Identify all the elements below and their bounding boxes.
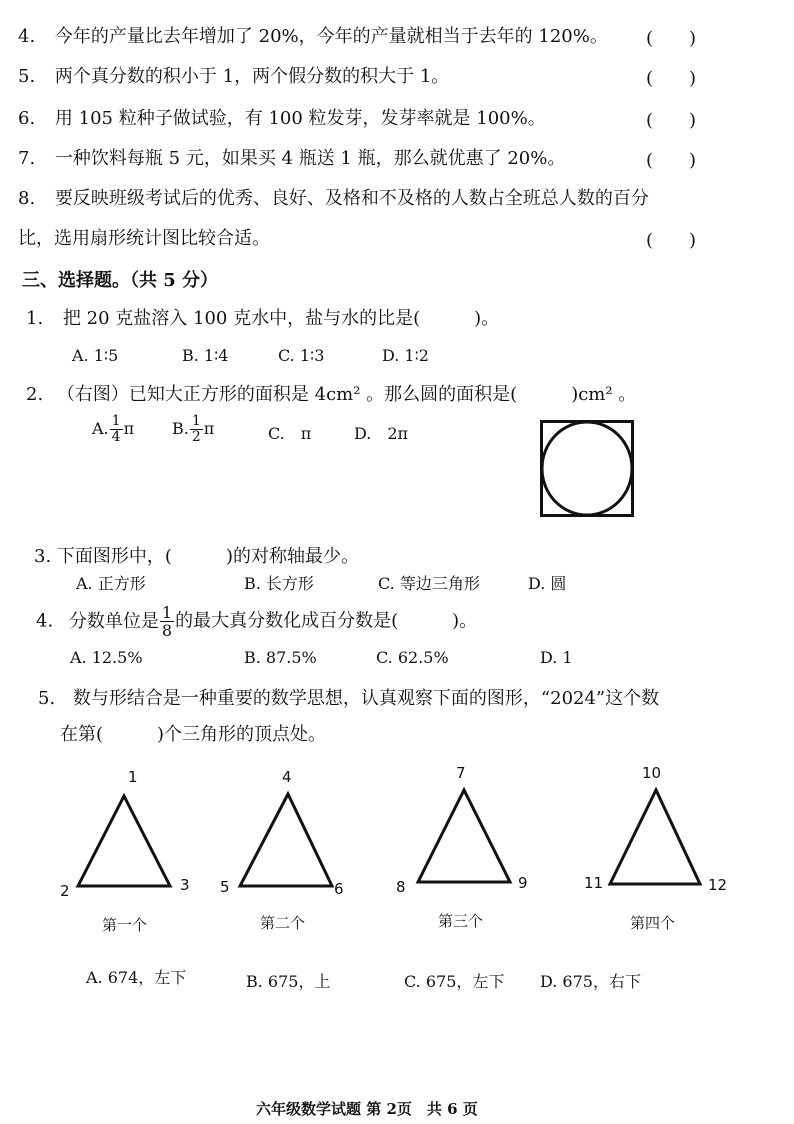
triangle-shape [608, 788, 702, 886]
question-number: 5. [18, 66, 36, 87]
option-b[interactable]: B. 87.5% [244, 648, 317, 667]
question-text: 一种饮料每瓶 5 元，如果买 4 瓶送 1 瓶，那么就优惠了 20%。 [54, 148, 566, 169]
triangle-caption: 第一个 [102, 916, 148, 934]
triangle-caption: 第二个 [260, 914, 306, 932]
choice-question-4 [36, 604, 477, 639]
question-number: 4. [36, 610, 54, 632]
vertex-number-top: 1 [128, 768, 138, 786]
option-d[interactable]: D. 675，右下 [540, 972, 641, 991]
option-a[interactable]: A. 12.5% [70, 648, 143, 667]
section-heading: 三、选择题。（共 5 分） [22, 270, 219, 291]
triangle-caption: 第三个 [438, 912, 484, 930]
vertex-number-top: 7 [456, 764, 466, 782]
pi-symbol: π [203, 419, 215, 438]
question-text: 今年的产量比去年增加了 20%，今年的产量就相当于去年的 120%。 [54, 26, 608, 47]
choice-question-3 [34, 544, 359, 570]
question-number: 1. [26, 308, 44, 329]
answer-paren-7[interactable]: ( ) [646, 150, 697, 171]
answer-paren-8[interactable]: ( ) [646, 230, 697, 251]
vertex-number-top: 4 [282, 768, 292, 786]
question-number: 5. [38, 688, 56, 709]
option-d[interactable]: D. 1 [540, 648, 573, 667]
judgement-item-4 [18, 24, 608, 50]
triangle-shape [416, 788, 512, 884]
vertex-number-top: 10 [642, 764, 662, 782]
fraction [190, 414, 203, 445]
option-a[interactable] [92, 414, 134, 445]
answer-paren-5[interactable]: ( ) [646, 68, 697, 89]
option-c[interactable]: C. 1∶3 [278, 346, 325, 365]
circle-shape [542, 422, 632, 515]
vertex-number-right: 9 [518, 874, 528, 892]
fraction [160, 604, 174, 639]
question-text: （右图）已知大正方形的面积是 4cm² 。那么圆的面积是( )cm² 。 [56, 384, 637, 405]
option-c[interactable]: C. 等边三角形 [378, 574, 480, 593]
question-text: 数与形结合是一种重要的数学思想，认真观察下面的图形，“2024”这个数 [72, 688, 660, 709]
judgement-item-7 [18, 146, 565, 172]
square-circle-figure [540, 420, 635, 518]
question-number: 8. [18, 188, 36, 209]
option-a[interactable]: A. 正方形 [76, 574, 146, 593]
option-c[interactable]: C. 675，左下 [404, 972, 505, 991]
choice-question-2 [26, 382, 636, 408]
choice-question-5-line2: 在第( )个三角形的顶点处。 [60, 724, 327, 745]
vertex-number-right: 3 [180, 876, 190, 894]
option-letter: A. [92, 419, 109, 438]
option-d[interactable]: D. 1∶2 [382, 346, 429, 365]
option-b[interactable]: B. 1∶4 [182, 346, 229, 365]
option-c[interactable]: C. π [268, 424, 312, 443]
judgement-item-8 [18, 186, 649, 212]
triangle-shape [238, 792, 334, 888]
judgement-item-5 [18, 64, 449, 90]
option-b[interactable]: B. 675，上 [246, 972, 331, 991]
question-text: 分数单位是 [68, 610, 159, 632]
fraction [110, 414, 123, 445]
question-number: 3. [34, 546, 52, 567]
denominator: 2 [191, 429, 201, 445]
numerator: 1 [111, 413, 121, 429]
pi-symbol: π [123, 419, 135, 438]
page-footer: 六年级数学试题 第 2页 共 6 页 [256, 1100, 478, 1118]
option-d[interactable]: D. 2π [354, 424, 409, 443]
option-c[interactable]: C. 62.5% [376, 648, 449, 667]
choice-question-1 [26, 306, 499, 332]
question-text: 下面图形中，( )的对称轴最少。 [56, 546, 359, 567]
question-number: 2. [26, 384, 44, 405]
denominator: 8 [161, 621, 173, 640]
triangle-shape [76, 794, 172, 888]
numerator: 1 [161, 603, 173, 622]
question-number: 7. [18, 148, 36, 169]
judgement-item-6 [18, 106, 546, 132]
triangle-caption: 第四个 [630, 914, 676, 932]
question-number: 6. [18, 108, 36, 129]
vertex-number-left: 2 [60, 882, 70, 900]
vertex-number-left: 8 [396, 878, 406, 896]
option-a[interactable]: A. 1∶5 [72, 346, 119, 365]
answer-paren-4[interactable]: ( ) [646, 28, 697, 49]
question-text: 两个真分数的积小于 1，两个假分数的积大于 1。 [54, 66, 450, 87]
answer-paren-6[interactable]: ( ) [646, 110, 697, 131]
denominator: 4 [111, 429, 121, 445]
option-a[interactable]: A. 674，左下 [86, 968, 187, 987]
question-text: 用 105 粒种子做试验，有 100 粒发芽，发芽率就是 100%。 [54, 108, 546, 129]
option-d[interactable]: D. 圆 [528, 574, 567, 593]
option-b[interactable] [172, 414, 214, 445]
vertex-number-right: 12 [708, 876, 728, 894]
vertex-number-left: 5 [220, 878, 230, 896]
vertex-number-right: 6 [334, 880, 344, 898]
choice-question-5 [38, 686, 659, 712]
judgement-item-8-line2: 比，选用扇形统计图比较合适。 [18, 228, 270, 249]
question-text: 的最大真分数化成百分数是( )。 [175, 610, 478, 632]
option-b[interactable]: B. 长方形 [244, 574, 314, 593]
question-text: 要反映班级考试后的优秀、良好、及格和不及格的人数占全班总人数的百分 [54, 188, 649, 209]
vertex-number-left: 11 [584, 874, 604, 892]
question-number: 4. [18, 26, 36, 47]
question-text: 把 20 克盐溶入 100 克水中，盐与水的比是( )。 [62, 308, 500, 329]
option-letter: B. [172, 419, 189, 438]
numerator: 1 [191, 413, 201, 429]
